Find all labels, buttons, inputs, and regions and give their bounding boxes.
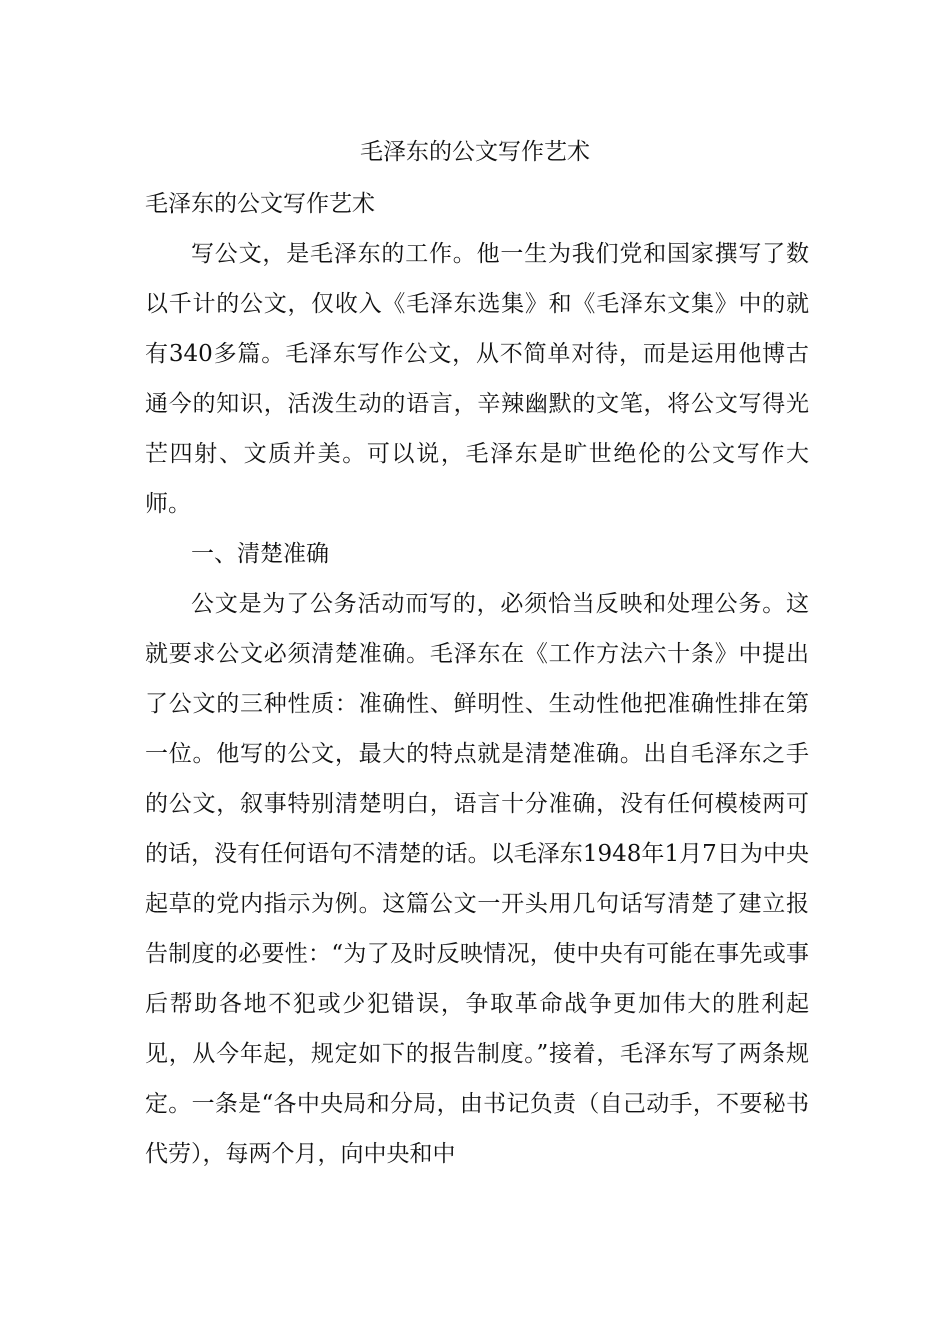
intro-paragraph: 写公文，是毛泽东的工作。他一生为我们党和国家撰写了数以千计的公文，仅收入《毛泽东选集》和《毛泽东文集》中的就有340多篇。毛泽东写作公文，从不简单对待，而是运用他博古通今的知识，活泼生动的语言，辛辣幽默的文笔，将公文写得光芒四射、文质并美。可以说，毛泽东是旷世绝伦的公文写作大师。 xyxy=(145,241,809,517)
section-heading: 一、清楚准确 xyxy=(191,541,329,567)
body-paragraph: 公文是为了公务活动而写的，必须恰当反映和处理公务。这就要求公文必须清楚准确。毛泽东在《工作方法六十条》中提出了公文的三种性质：准确性、鲜明性、生动性他把准确性排在第一位。他写的公文，最大的特点就是清楚准确。出自毛泽东之手的公文，叙事特别清楚明白，语言十分准确，没有任何模棱两可的话，没有任何语句不清楚的话。以毛泽东1948年1月7日为中央起草的党内指示为例。这篇公文一开头用几句话写清楚了建立报告制度的必要性：“为了及时反映情况，使中央有可能在事先或事后帮助各地不犯或少犯错误，争取革命战争更加伟大的胜利起见，从今年起，规定如下的报告制度。”接着，毛泽东写了两条规定。一条是“各中央局和分局，由书记负责（自己动手，不要秘书代劳），每两个月，向中央和中 xyxy=(145,591,809,1167)
subtitle-paragraph: 毛泽东的公文写作艺术 xyxy=(145,191,375,217)
document-body xyxy=(145,179,809,1179)
document-title: 毛泽东的公文写作艺术 xyxy=(360,139,590,165)
